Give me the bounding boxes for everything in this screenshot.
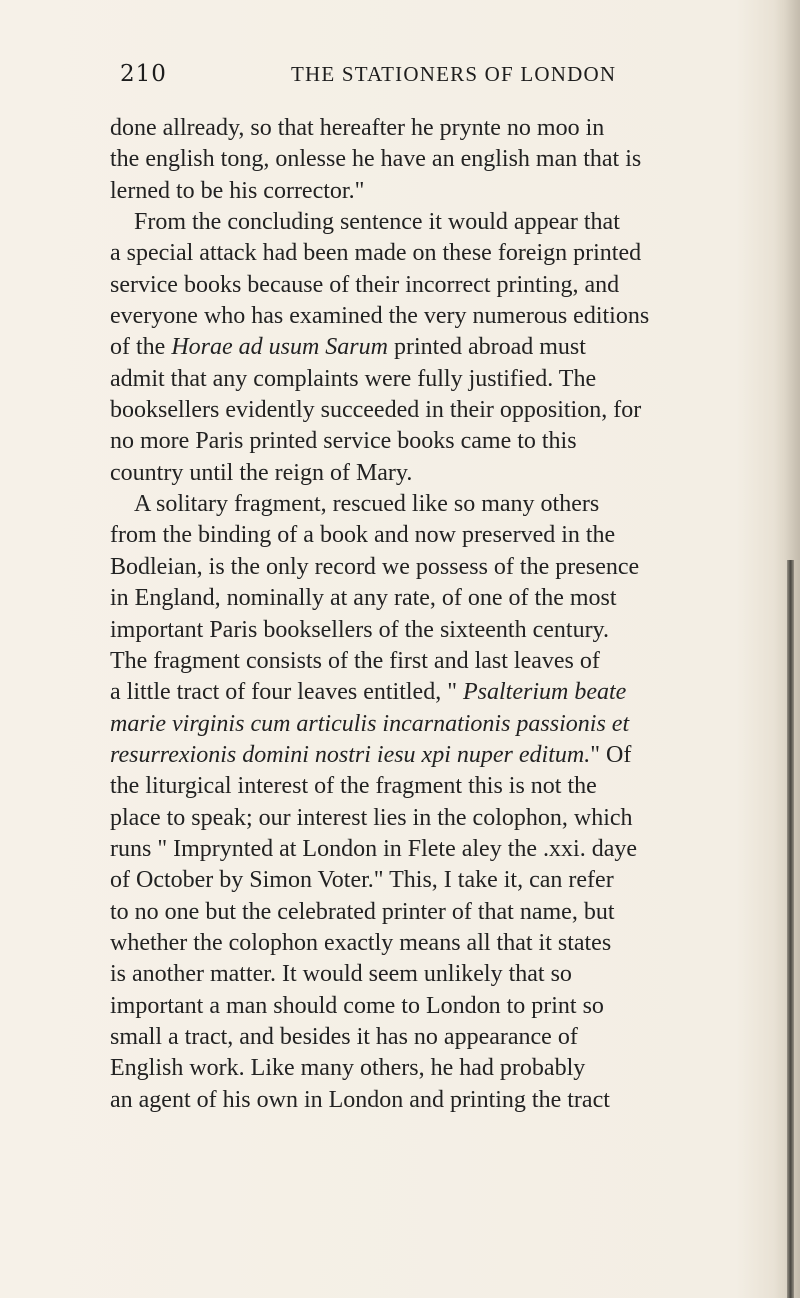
italic-title: Horae ad usum Sarum — [171, 334, 388, 361]
text-line: runs " Imprynted at London in Flete aley the .xxi. daye — [110, 835, 638, 862]
italic-title: marie virginis cum articulis incarnationis passionis et — [110, 710, 630, 737]
text-segment: of the — [110, 334, 172, 361]
text-line: country until the reign of Mary. — [110, 459, 413, 486]
text-line: from the binding of a book and now preserved in the — [110, 522, 616, 549]
text-segment: printed abroad must — [387, 334, 586, 361]
text-line: important Paris booksellers of the sixteenth century. — [110, 616, 609, 643]
text-line — [110, 709, 760, 740]
text-line: whether the colophon exactly means all that it states — [110, 929, 612, 956]
text-line: lerned to be his corrector." — [110, 177, 365, 204]
body-text — [110, 113, 760, 1116]
page-header — [120, 61, 720, 91]
text-line: done allready, so that hereafter he prynte no moo in — [110, 115, 605, 141]
text-line: From the concluding sentence it would appear that — [134, 209, 620, 236]
text-line — [110, 740, 760, 771]
page-number: 210 — [120, 61, 167, 87]
running-head: THE STATIONERS OF LONDON — [291, 62, 617, 86]
text-line — [110, 332, 760, 363]
text-segment: a little tract of four leaves entitled, " — [110, 679, 463, 706]
text-line: The fragment consists of the first and last leaves of — [110, 647, 600, 674]
text-line: booksellers evidently succeeded in their opposition, for — [110, 397, 642, 424]
text-line: a special attack had been made on these foreign printed — [110, 240, 642, 267]
text-line: small a tract, and besides it has no appearance of — [110, 1023, 578, 1050]
text-line: service books because of their incorrect printing, and — [110, 271, 620, 298]
italic-title: resurrexionis domini nostri iesu xpi nuper editum. — [110, 741, 591, 768]
text-line: A solitary fragment, rescued like so many others — [134, 491, 600, 518]
text-line: admit that any complaints were fully justified. The — [110, 365, 597, 392]
text-line: of October by Simon Voter." This, I take it, can refer — [110, 867, 614, 894]
text-line: to no one but the celebrated printer of that name, but — [110, 898, 615, 925]
text-line: English work. Like many others, he had probably — [110, 1055, 586, 1082]
text-line: Bodleian, is the only record we possess of the presence — [110, 553, 640, 580]
text-segment: " Of — [590, 741, 632, 768]
binding-edge — [787, 560, 794, 1298]
text-line: the english tong, onlesse he have an english man that is — [110, 146, 642, 173]
text-line — [110, 677, 760, 708]
text-line: an agent of his own in London and printing the tract — [110, 1086, 610, 1113]
italic-title: Psalterium beate — [463, 679, 627, 706]
text-line: everyone who has examined the very numerous editions — [110, 303, 650, 330]
text-line: no more Paris printed service books came to this — [110, 428, 577, 455]
text-line: in England, nominally at any rate, of one of the most — [110, 585, 617, 612]
text-line: place to speak; our interest lies in the colophon, which — [110, 804, 633, 831]
text-line: important a man should come to London to print so — [110, 992, 604, 1019]
text-line: the liturgical interest of the fragment this is not the — [110, 773, 597, 800]
text-line: is another matter. It would seem unlikely that so — [110, 961, 572, 988]
